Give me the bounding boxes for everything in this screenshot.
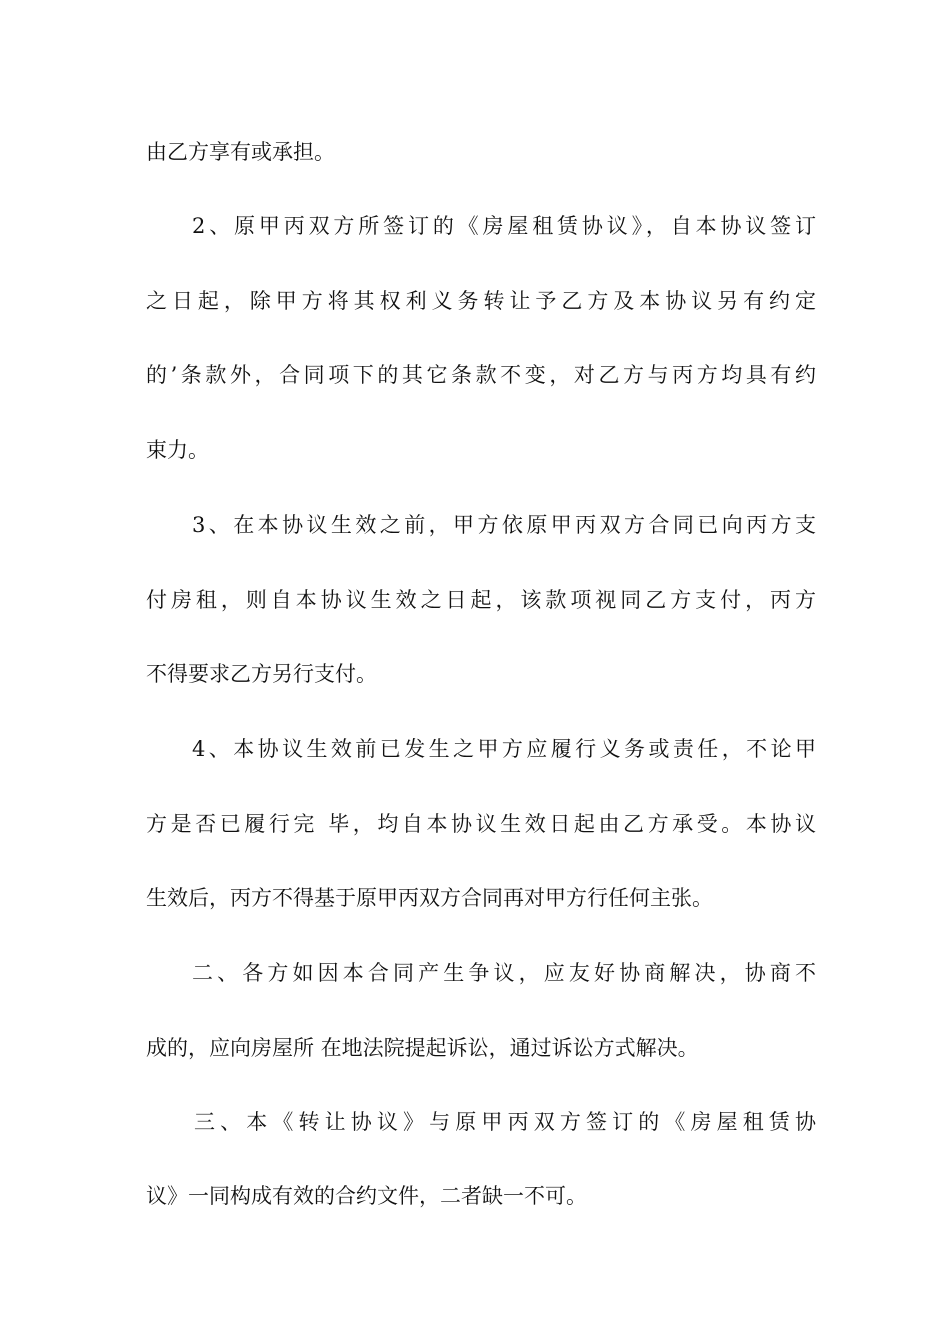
text-line-11: 生效后，丙方不得基于原甲丙双方合同再对甲方行任何主张。 bbox=[146, 886, 713, 910]
text-line-10: 方是否已履行完 毕，均自本协议生效日起由乙方承受。本协议 bbox=[146, 812, 816, 836]
text-line-15: 议》一同构成有效的合约文件，二者缺一不可。 bbox=[146, 1184, 587, 1208]
text-line-6: 3、在本协议生效之前，甲方依原甲丙双方合同已向丙方支 bbox=[192, 513, 816, 537]
text-line-1: 由乙方享有或承担。 bbox=[146, 140, 335, 164]
text-line-7: 付房租，则自本协议生效之日起，该款项视同乙方支付，丙方 bbox=[146, 588, 816, 612]
text-line-9: 4、本协议生效前已发生之甲方应履行义务或责任，不论甲 bbox=[192, 737, 816, 761]
text-line-8: 不得要求乙方另行支付。 bbox=[146, 662, 377, 686]
text-line-12: 二、各方如因本合同产生争议，应友好协商解决，协商不 bbox=[192, 961, 816, 985]
text-line-3: 之日起，除甲方将其权利义务转让予乙方及本协议另有约定 bbox=[146, 289, 816, 313]
text-line-13: 成的，应向房屋所 在地法院提起诉讼，通过诉讼方式解决。 bbox=[146, 1036, 699, 1060]
text-line-5: 束力。 bbox=[146, 438, 209, 462]
text-line-14: 三、本《转让协议》与原甲丙双方签订的《房屋租赁协 bbox=[194, 1110, 816, 1134]
text-line-2: 2、原甲丙双方所签订的《房屋租赁协议》，自本协议签订 bbox=[192, 214, 816, 238]
text-line-4: 的’条款外，合同项下的其它条款不变，对乙方与丙方均具有约 bbox=[146, 363, 816, 387]
